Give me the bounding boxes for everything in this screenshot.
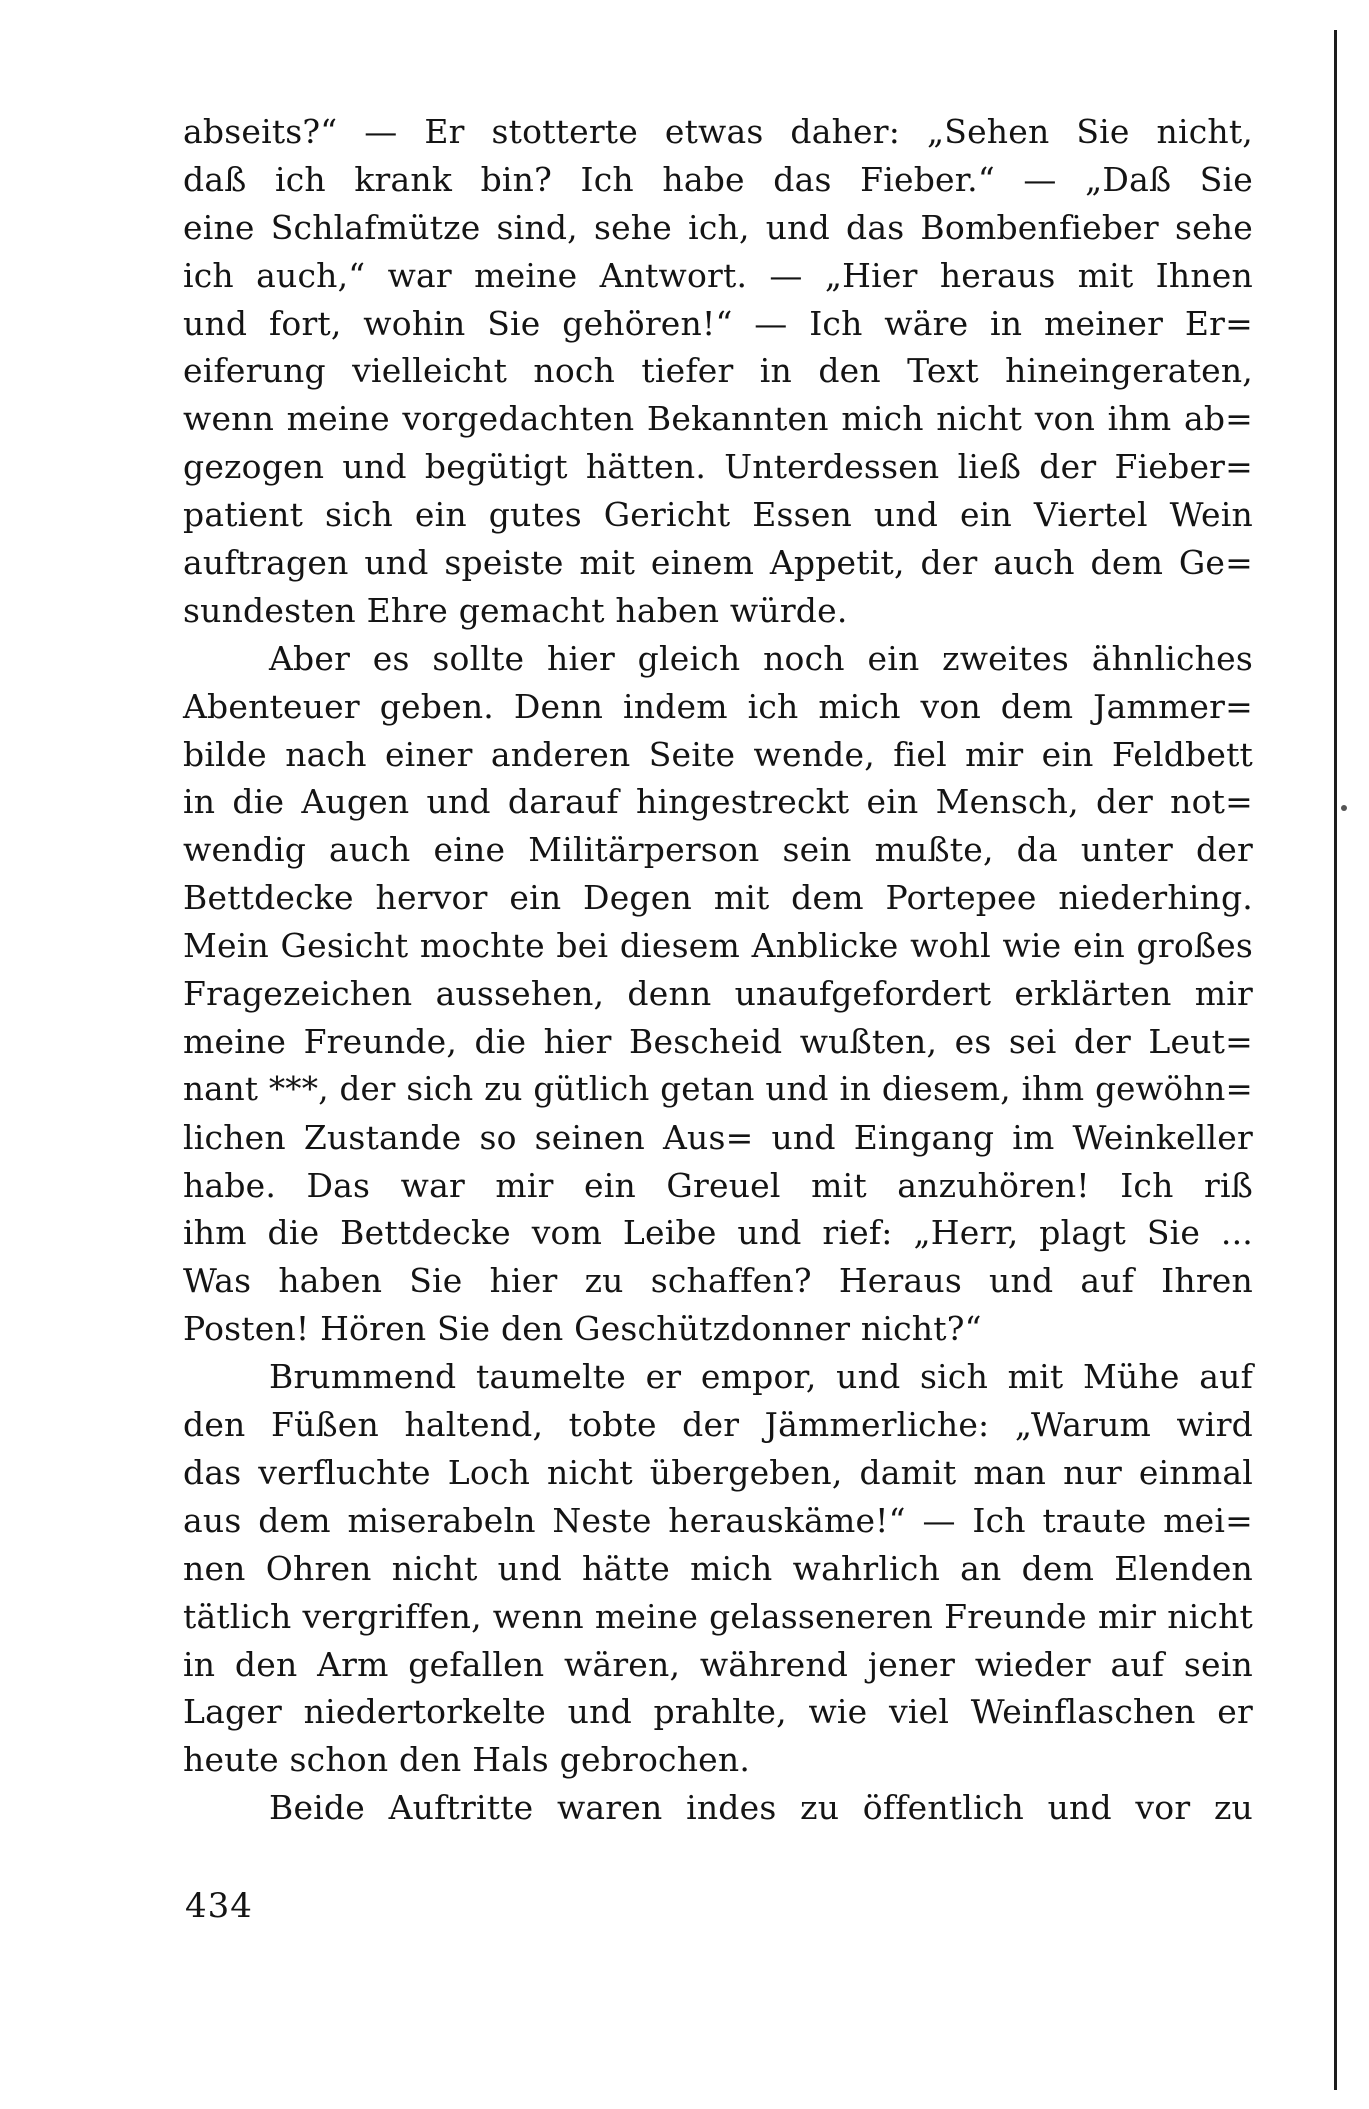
text-line: sundesten Ehre gemacht haben würde.: [183, 590, 848, 630]
text-line: Mein Gesicht mochte bei diesem Anblicke wohl wie ein großes: [183, 926, 1253, 966]
text-line: wenn meine vorgedachten Bekannten mich nicht von ihm ab=: [183, 399, 1253, 439]
text-line: Abenteuer geben. Denn indem ich mich von dem Jammer=: [183, 686, 1253, 726]
text-line: eine Schlafmütze sind, sehe ich, und das Bombenfieber sehe: [183, 207, 1253, 247]
text-line: aus dem miserabeln Neste herauskäme!“ — Ich traute mei=: [183, 1500, 1253, 1540]
text-line: lichen Zustande so seinen Aus= und Eingang im Weinkeller: [183, 1117, 1253, 1157]
text-line: den Füßen haltend, tobte der Jämmerliche: „Warum wird: [183, 1405, 1253, 1445]
text-line: abseits?“ — Er stotterte etwas daher: „Sehen Sie nicht,: [183, 112, 1253, 151]
text-line: Bettdecke hervor ein Degen mit dem Portepee niederhing.: [183, 878, 1253, 918]
page-edge-line: [1334, 30, 1337, 2090]
text-line: daß ich krank bin? Ich habe das Fieber.“ — „Daß Sie: [183, 159, 1253, 199]
body-text: [183, 108, 1253, 1832]
text-line: meine Freunde, die hier Bescheid wußten, es sei der Leut=: [183, 1021, 1253, 1061]
text-line: habe. Das war mir ein Greuel mit anzuhören! Ich riß: [183, 1165, 1253, 1205]
text-line: Posten! Hören Sie den Geschützdonner nicht?“: [183, 1309, 982, 1349]
page-number: 434: [185, 1886, 253, 1926]
text-line: ihm die Bettdecke vom Leibe und rief: „Herr, plagt Sie ...: [183, 1213, 1253, 1253]
text-line: bilde nach einer anderen Seite wende, fiel mir ein Feldbett: [183, 734, 1253, 774]
text-line: tätlich vergriffen, wenn meine gelasseneren Freunde mir nicht: [183, 1596, 1253, 1636]
text-line: in die Augen und darauf hingestreckt ein Mensch, der not=: [183, 782, 1253, 822]
text-line: patient sich ein gutes Gericht Essen und ein Viertel Wein: [183, 495, 1253, 535]
text-line: nen Ohren nicht und hätte mich wahrlich an dem Elenden: [183, 1548, 1253, 1588]
text-line: wendig auch eine Militärperson sein mußte, da unter der: [183, 830, 1253, 870]
text-line: in den Arm gefallen wären, während jener wieder auf sein: [183, 1644, 1253, 1684]
text-line: nant ***, der sich zu gütlich getan und in diesem, ihm gewöhn=: [183, 1069, 1253, 1108]
text-line: Beide Auftritte waren indes zu öffentlich und vor zu: [269, 1788, 1253, 1828]
text-line: Was haben Sie hier zu schaffen? Heraus und auf Ihren: [183, 1261, 1253, 1301]
text-line: eiferung vielleicht noch tiefer in den Text hineingeraten,: [183, 351, 1253, 391]
text-line: Brummend taumelte er empor, und sich mit Mühe auf: [269, 1357, 1253, 1397]
text-line: das verfluchte Loch nicht übergeben, damit man nur einmal: [183, 1452, 1253, 1492]
text-line: Lager niedertorkelte und prahlte, wie viel Weinflaschen er: [183, 1692, 1253, 1732]
text-line: Aber es sollte hier gleich noch ein zweites ähnliches: [269, 638, 1253, 678]
text-line: heute schon den Hals gebrochen.: [183, 1740, 751, 1780]
margin-speck: [1341, 805, 1347, 811]
text-line: gezogen und begütigt hätten. Unterdessen ließ der Fieber=: [183, 447, 1253, 487]
text-line: Fragezeichen aussehen, denn unaufgefordert erklärten mir: [183, 974, 1253, 1014]
text-line: und fort, wohin Sie gehören!“ — Ich wäre in meiner Er=: [183, 303, 1253, 343]
text-line: ich auch,“ war meine Antwort. — „Hier heraus mit Ihnen: [183, 255, 1253, 295]
text-line: auftragen und speiste mit einem Appetit, der auch dem Ge=: [183, 543, 1253, 583]
